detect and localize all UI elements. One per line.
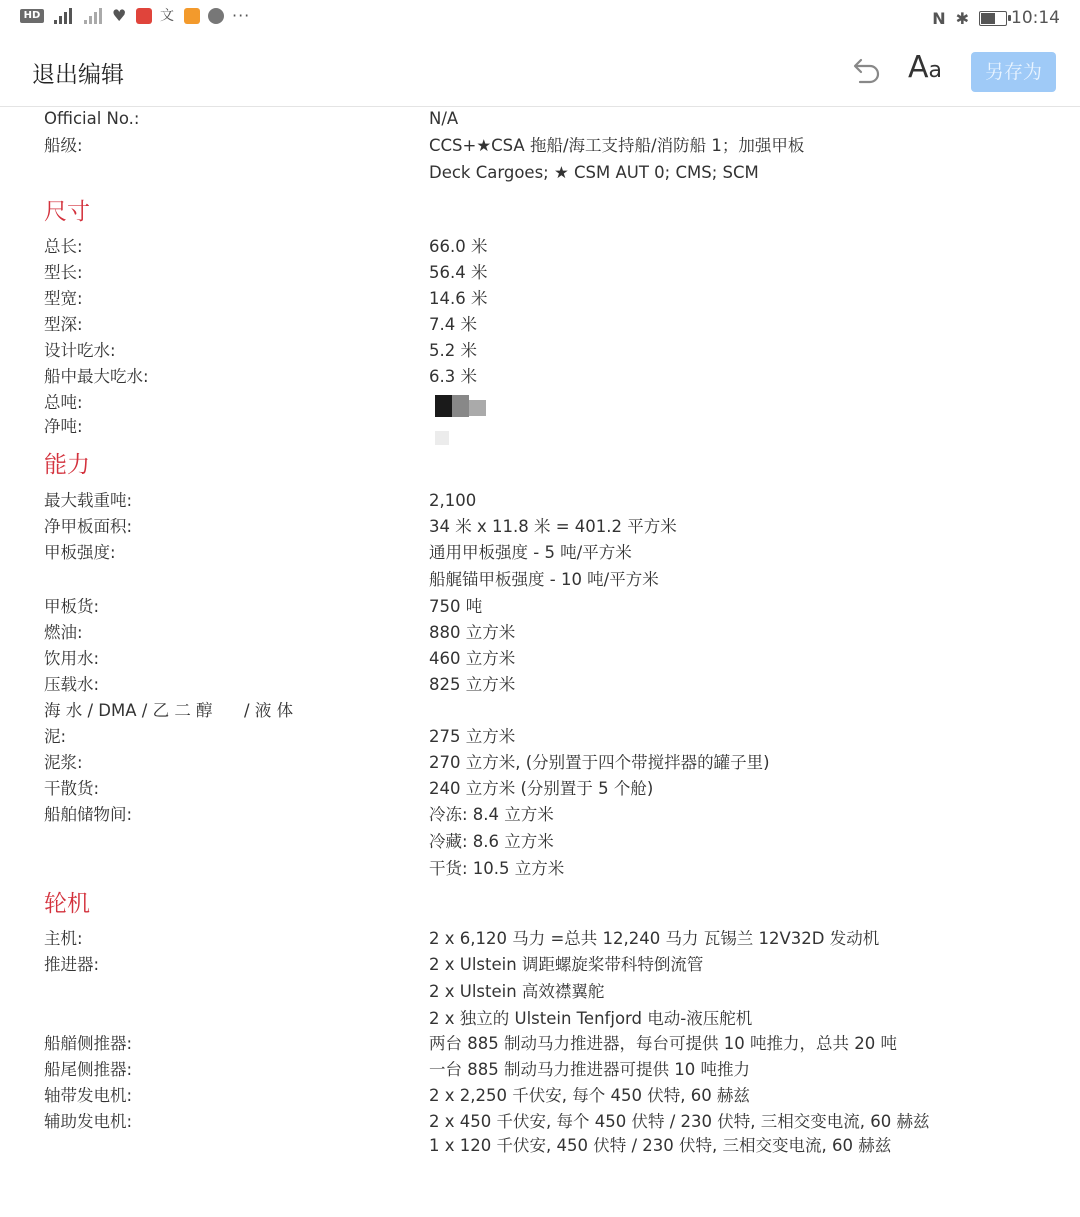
spec-label: 最大载重吨: (44, 491, 133, 510)
spec-label: 船艏侧推器: (44, 1034, 133, 1053)
spec-label: 型长: (44, 263, 83, 282)
spec-value: 750 吨 (429, 597, 483, 616)
spec-value: 275 立方米 (429, 727, 516, 746)
translate-icon: 文 (160, 8, 174, 24)
spec-value: 14.6 米 (429, 289, 488, 308)
spec-value: 1 x 120 千伏安, 450 伏特 / 230 伏特, 三相交变电流, 60 赫兹 (429, 1136, 892, 1155)
clock-time: 10:14 (1011, 8, 1060, 28)
status-icons-right (932, 8, 1060, 28)
spec-value: 一台 885 制动马力推进器可提供 10 吨推力 (429, 1060, 750, 1079)
spec-value: 2 x 2,250 千伏安, 每个 450 伏特, 60 赫兹 (429, 1086, 750, 1105)
spec-label: 型宽: (44, 289, 83, 308)
spec-value: 冷藏: 8.6 立方米 (429, 832, 554, 851)
spec-label: 甲板强度: (44, 543, 116, 562)
save-as-button[interactable]: 另存为 (971, 52, 1056, 92)
spec-label: 船舶储物间: (44, 805, 133, 824)
spec-label: 甲板货: (44, 597, 100, 616)
section-heading-engine: 轮机 (44, 891, 90, 917)
hd-icon: HD (20, 9, 44, 23)
spec-label: 压载水: (44, 675, 100, 694)
spec-value: 2 x 6,120 马力 =总共 12,240 马力 瓦锡兰 12V32D 发动机 (429, 929, 880, 948)
spec-value: 7.4 米 (429, 315, 477, 334)
undo-icon[interactable] (848, 54, 884, 88)
spec-value: 2,100 (429, 491, 477, 510)
spec-value: CCS+★CSA 拖船/海工支持船/消防船 1；加强甲板 (429, 136, 805, 155)
spec-label: 燃油: (44, 623, 83, 642)
spec-label: 船中最大吃水: (44, 367, 149, 386)
spec-value: 2 x Ulstein 调距螺旋桨带科特倒流管 (429, 955, 704, 974)
exit-edit-button[interactable]: 退出编辑 (32, 62, 124, 88)
app-notification-icon-3 (208, 8, 224, 24)
signal-icon (82, 8, 104, 24)
battery-icon (979, 11, 1007, 26)
bluetooth-icon: ✱ (955, 8, 969, 28)
spec-label: 船尾侧推器: (44, 1060, 133, 1079)
spec-label: 总吨: (44, 393, 83, 412)
app-notification-icon (136, 8, 152, 24)
spec-value: 干货: 10.5 立方米 (429, 859, 565, 878)
editor-toolbar (0, 38, 1080, 107)
spec-value: 2 x 450 千伏安, 每个 450 伏特 / 230 伏特, 三相交变电流, 60 赫兹 (429, 1112, 930, 1131)
spec-value: 880 立方米 (429, 623, 516, 642)
spec-value: 825 立方米 (429, 675, 516, 694)
spec-label: 辅助发电机: (44, 1112, 133, 1131)
section-heading-capacity: 能力 (44, 452, 90, 478)
signal-5g-icon (52, 8, 74, 24)
spec-value: 冷冻: 8.4 立方米 (429, 805, 554, 824)
spec-label: 干散货: (44, 779, 100, 798)
spec-label: 净甲板面积: (44, 517, 133, 536)
spec-value: 240 立方米 (分别置于 5 个舱) (429, 779, 654, 798)
spec-label: Official No.: (44, 109, 140, 128)
spec-value: 通用甲板强度 - 5 吨/平方米 (429, 543, 632, 562)
spec-value: 5.2 米 (429, 341, 477, 360)
redacted-value-mosaic (435, 395, 486, 445)
health-heart-icon: ♥ (112, 6, 127, 25)
spec-value: 6.3 米 (429, 367, 477, 386)
spec-label: 设计吃水: (44, 341, 116, 360)
spec-label: 型深: (44, 315, 83, 334)
spec-label: 净吨: (44, 417, 83, 436)
spec-label: 饮用水: (44, 649, 100, 668)
spec-value: 船艉锚甲板强度 - 10 吨/平方米 (429, 570, 659, 589)
app-notification-icon-2 (184, 8, 200, 24)
spec-value: 56.4 米 (429, 263, 488, 282)
spec-label: 轴带发电机: (44, 1086, 133, 1105)
nfc-icon: N (932, 8, 946, 28)
spec-value: 2 x Ulstein 高效襟翼舵 (429, 982, 605, 1001)
spec-label: 主机: (44, 929, 83, 948)
spec-label: 总长: (44, 237, 83, 256)
spec-value: 66.0 米 (429, 237, 488, 256)
font-settings-icon[interactable]: Aa (908, 50, 943, 85)
spec-label: 泥浆: (44, 753, 83, 772)
spec-label: 海 水 / DMA / 乙 二 醇 / 液 体 (44, 701, 294, 720)
section-heading-dimensions: 尺寸 (44, 199, 90, 225)
spec-value: 270 立方米, (分别置于四个带搅拌器的罐子里) (429, 753, 770, 772)
spec-value: N/A (429, 109, 459, 128)
spec-value: 2 x 独立的 Ulstein Tenfjord 电动-液压舵机 (429, 1009, 753, 1028)
spec-label: 推进器: (44, 955, 100, 974)
status-bar (0, 0, 1080, 38)
more-notifications-icon: ··· (232, 6, 251, 25)
spec-value: 34 米 x 11.8 米 = 401.2 平方米 (429, 517, 677, 536)
spec-value: 两台 885 制动马力推进器，每台可提供 10 吨推力，总共 20 吨 (429, 1034, 897, 1053)
spec-value: Deck Cargoes; ★ CSM AUT 0; CMS; SCM (429, 163, 759, 182)
spec-value: 460 立方米 (429, 649, 516, 668)
spec-label: 泥: (44, 727, 67, 746)
status-icons-left (20, 8, 250, 24)
spec-label: 船级: (44, 136, 83, 155)
